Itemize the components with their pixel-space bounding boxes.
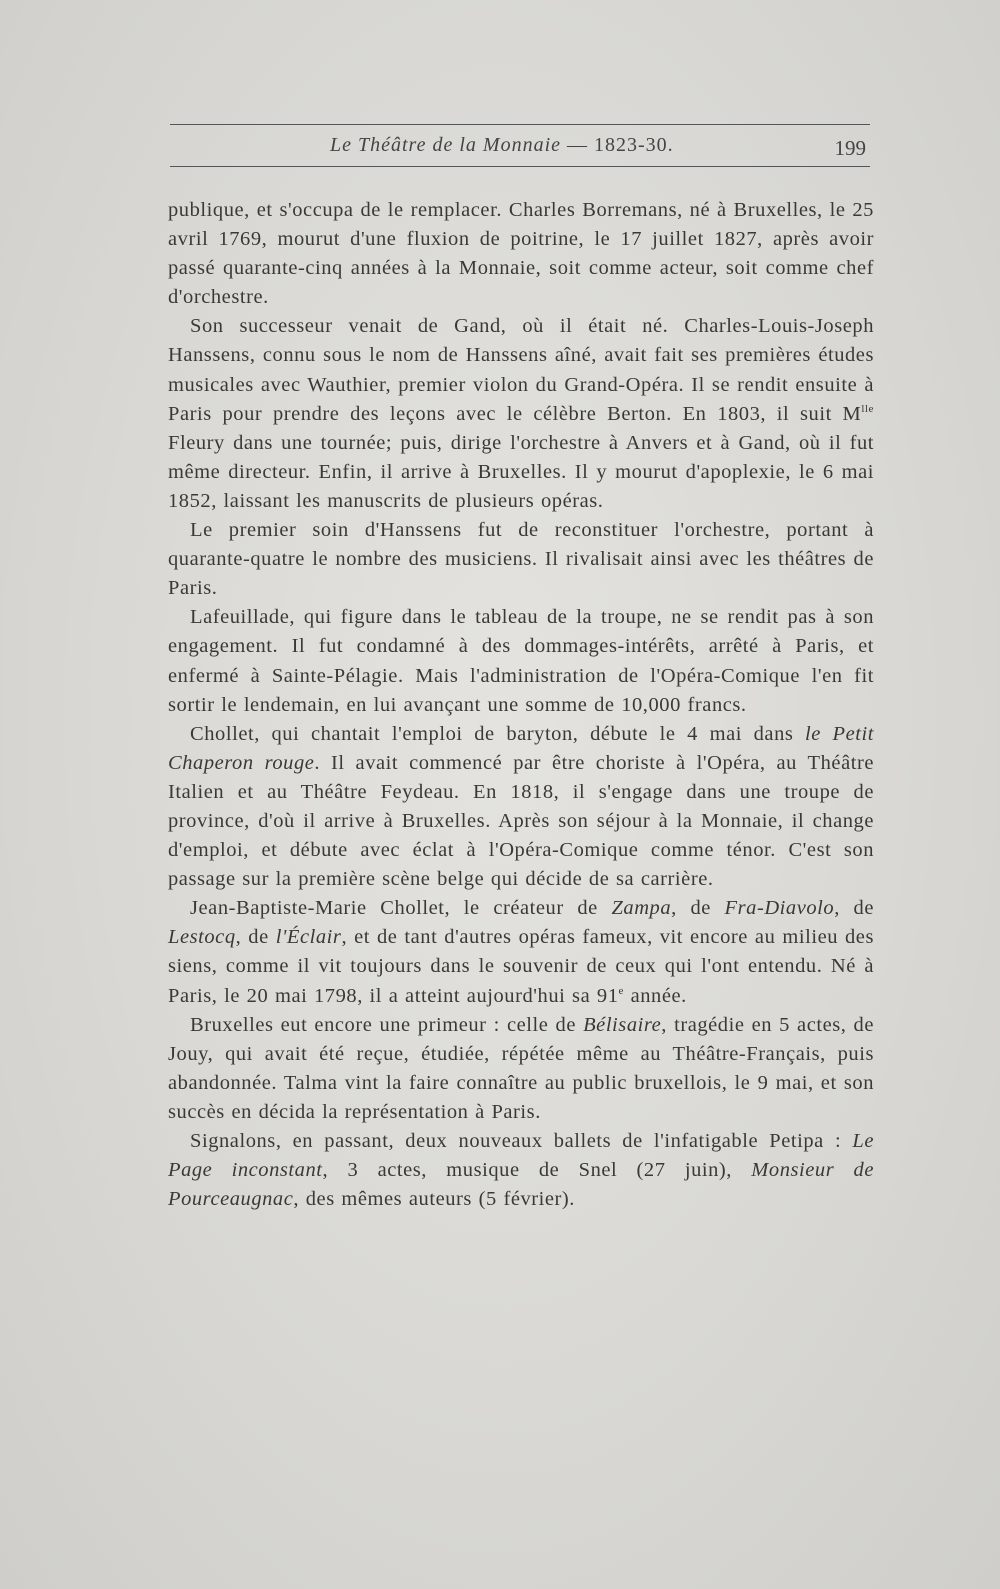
paragraph-7: [168, 1011, 874, 1127]
running-title-text: Le Théâtre de la Monnaie: [330, 134, 562, 156]
paragraph-5: [168, 720, 874, 895]
text-run: , et de tant d'autres opéras fameux, vit encore au milieu des siens, comme il vit toujours dans le souvenir de ceux qui l'ont entendu. Né à Paris, le 20 mai 1798, il a atteint aujourd'hui sa 91: [168, 926, 874, 1007]
running-header: [170, 124, 870, 168]
paragraph-3: [168, 516, 874, 603]
text-run: publique, et s'occupa de le remplacer. Charles Borremans, né à Bruxelles, le 25 avril 1769, mourut d'une fluxion de poitrine, le 17 juillet 1827, après avoir passé quarante-cinq années à la Monnaie, soit comme acteur, soit comme chef d'orchestre.: [168, 199, 874, 309]
text-run: , des mêmes auteurs (5 février).: [293, 1188, 575, 1211]
text-run: , 3 actes, musique de Snel (27 juin),: [322, 1159, 752, 1182]
italic-title: l'Éclair: [275, 926, 342, 949]
running-title: [330, 134, 674, 157]
superscript: lle: [861, 402, 874, 415]
italic-title: Lestocq: [168, 926, 236, 949]
header-bottom-rule: [170, 166, 870, 167]
header-top-rule: [170, 124, 870, 125]
italic-title: Monsieur de Pourceaugnac: [168, 1159, 874, 1211]
text-run: Jean-Baptiste-Marie Chollet, le créateur de: [190, 897, 612, 920]
text-run: Son successeur venait de Gand, où il était né. Charles-Louis-Joseph Hanssens, connu sous le nom de Hanssens aîné, avait fait ses premières études musicales avec Wauthier, premier violon du Grand-Opéra. Il se rendit ensuite à Paris pour prendre des leçons avec le célèbre Berton. En 1803, il suit M: [168, 315, 874, 425]
paragraph-2: [168, 312, 874, 516]
text-run: Le premier soin d'Hanssens fut de reconstituer l'orchestre, portant à quarante-quatre le nombre des musiciens. Il rivalisait ainsi avec les théâtres de Paris.: [168, 519, 874, 600]
superscript: e: [618, 984, 624, 997]
italic-title: Zampa: [611, 897, 672, 920]
text-run: , tragédie en 5 actes, de Jouy, qui avait été reçue, étudiée, répétée même au Théâtre-Français, puis abandonnée. Talma vint la faire connaître au public bruxellois, le 9 mai, et son succès en décida la représentation à Paris.: [168, 1013, 874, 1123]
text-run: , de: [834, 897, 874, 920]
italic-title: Bélisaire: [583, 1013, 662, 1036]
paragraph-8: [168, 1127, 874, 1214]
paragraph-4: [168, 603, 874, 719]
running-title-years: 1823-30.: [594, 134, 674, 156]
page-number: 199: [834, 136, 866, 160]
text-run: , de: [235, 926, 276, 949]
italic-title: le Petit Chaperon rouge: [168, 722, 875, 774]
text-run: , de: [671, 897, 725, 920]
paragraph-6: [168, 894, 874, 1010]
text-run: Fleury dans une tournée; puis, dirige l'orchestre à Anvers et à Gand, où il fut même directeur. Enfin, il arrive à Bruxelles. Il y mourut d'apoplexie, le 6 mai 1852, laissant les manuscrits de plusieurs opéras.: [168, 431, 874, 512]
text-run: année.: [623, 984, 687, 1007]
paragraph-1: [168, 196, 874, 312]
italic-title: Fra-Diavolo: [724, 897, 835, 920]
italic-title: Le Page inconstant: [168, 1130, 874, 1182]
body-text: [168, 196, 874, 1214]
text-run: . Il avait commencé par être choriste à l'Opéra, au Théâtre Italien et au Théâtre Feydeau. En 1818, il s'engage dans une troupe de province, d'où il arrive à Bruxelles. Après son séjour à la Monnaie, il change d'emploi, et débute avec éclat à l'Opéra-Comique comme ténor. C'est son passage sur la première scène belge qui décide de sa carrière.: [168, 751, 874, 891]
text-run: Lafeuillade, qui figure dans le tableau de la troupe, ne se rendit pas à son engagement. Il fut condamné à des dommages-intérêts, arrêté à Paris, et enfermé à Sainte-Pélagie. Mais l'administration de l'Opéra-Comique l'en fit sortir le lendemain, en lui avançant une somme de 10,000 francs.: [168, 606, 874, 716]
text-run: Signalons, en passant, deux nouveaux ballets de l'infatigable Petipa :: [190, 1130, 853, 1152]
text-run: Chollet, qui chantait l'emploi de baryton, débute le 4 mai dans: [190, 722, 806, 745]
running-title-separator: —: [561, 134, 595, 156]
text-run: Bruxelles eut encore une primeur : celle de: [190, 1013, 584, 1036]
